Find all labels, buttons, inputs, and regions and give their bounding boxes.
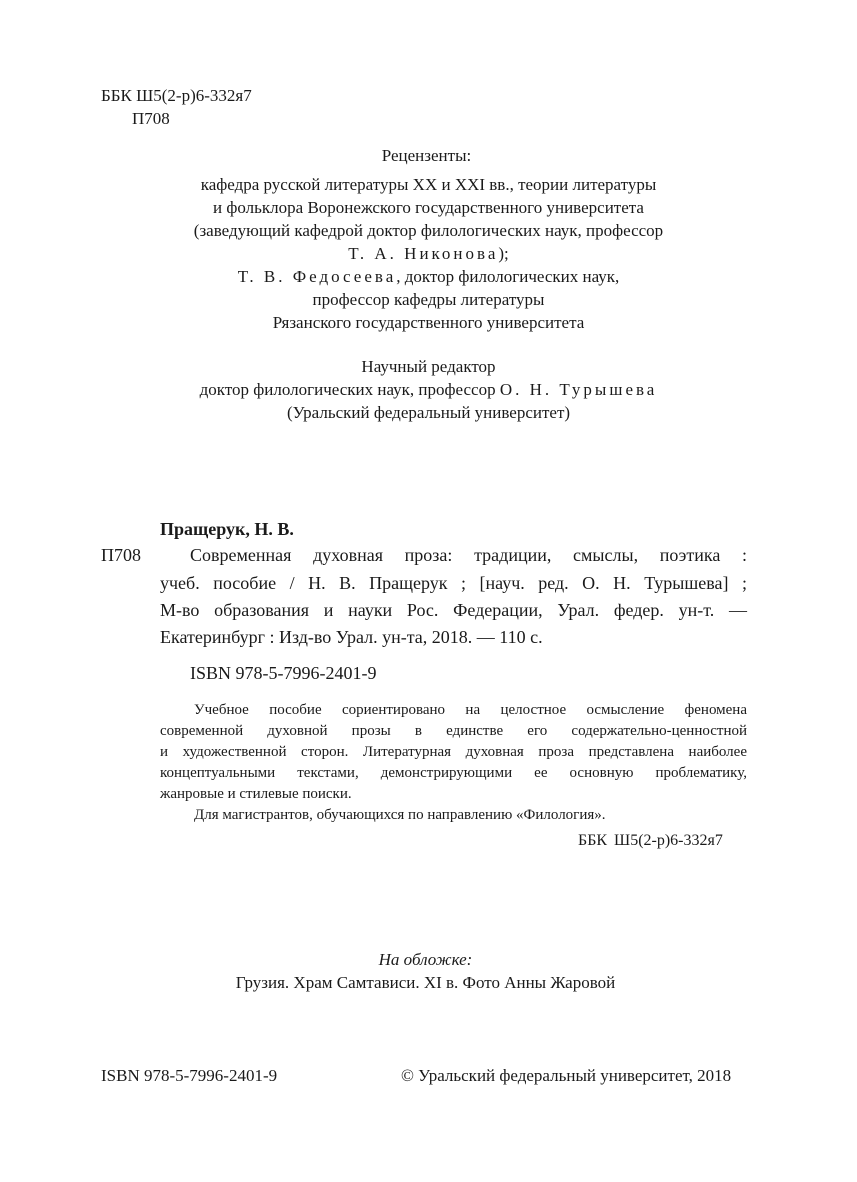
record-author: Пращерук, Н. В. xyxy=(160,519,294,539)
editor-title: Научный редактор xyxy=(361,357,496,376)
record-line: Современная духовная проза: традиции, смыслы, поэтика : xyxy=(190,545,747,565)
reviewer-line: и фольклора Воронежского государственного университета xyxy=(213,198,644,217)
reviewer-line: Рязанского государственного университета xyxy=(272,313,585,332)
abstract-line: концептуальными текстами, демонстрирующими ее основную проблематику, xyxy=(160,765,747,781)
reviewer-name: Т. А. Никонова xyxy=(348,244,499,263)
reviewer-line: Т. В. Федосеева, доктор филологических наук, xyxy=(237,267,620,286)
editor-line: (Уральский федеральный университет) xyxy=(286,403,571,422)
reviewer-line: кафедра русской литературы XX и XXI вв., теории литературы xyxy=(200,175,657,194)
footer-isbn: ISBN 978-5-7996-2401-9 xyxy=(101,1066,278,1085)
bbk-index: ББК Ш5(2-р)6-332я7 xyxy=(101,86,252,105)
record-code: П708 xyxy=(101,545,141,565)
abstract-bbk: ББК Ш5(2-р)6-332я7 xyxy=(578,832,723,849)
abstract-audience: Для магистрантов, обучающихся по направлению «Филология». xyxy=(194,807,606,823)
abstract-line: жанровые и стилевые поиски. xyxy=(160,786,352,802)
abstract-line: современной духовной прозы в единстве его содержательно-ценностной xyxy=(160,723,747,739)
cover-caption: Грузия. Храм Самтависи. XI в. Фото Анны Жаровой xyxy=(235,973,616,992)
reviewers-title: Рецензенты: xyxy=(381,146,472,165)
author-mark: П708 xyxy=(132,109,170,128)
editor-line: доктор филологических наук, профессор О. Н. Турышева xyxy=(199,380,658,399)
record-line: М-во образования и науки Рос. Федерации, Урал. федер. ун-т. — xyxy=(160,600,747,620)
record-isbn: ISBN 978-5-7996-2401-9 xyxy=(190,663,377,683)
reviewer-name: Т. В. Федосеева xyxy=(237,267,397,286)
reviewer-line: Т. А. Никонова); xyxy=(348,244,509,263)
record-line: Екатеринбург : Изд-во Урал. ун-та, 2018. — 110 с. xyxy=(160,627,543,647)
abstract-line: Учебное пособие сориентировано на целостное осмысление феномена xyxy=(194,702,747,718)
copyright: © Уральский федеральный университет, 2018 xyxy=(401,1066,732,1085)
record-line: учеб. пособие / Н. В. Пращерук ; [науч. ред. О. Н. Турышева] ; xyxy=(160,573,747,593)
reviewer-line: (заведующий кафедрой доктор филологических наук, профессор xyxy=(193,221,664,240)
reviewer-line: профессор кафедры литературы xyxy=(312,290,545,309)
editor-name: О. Н. Турышева xyxy=(499,380,658,399)
cover-label: На обложке: xyxy=(378,950,473,969)
abstract-line: и художественной сторон. Литературная духовная проза представлена наиболее xyxy=(160,744,747,760)
